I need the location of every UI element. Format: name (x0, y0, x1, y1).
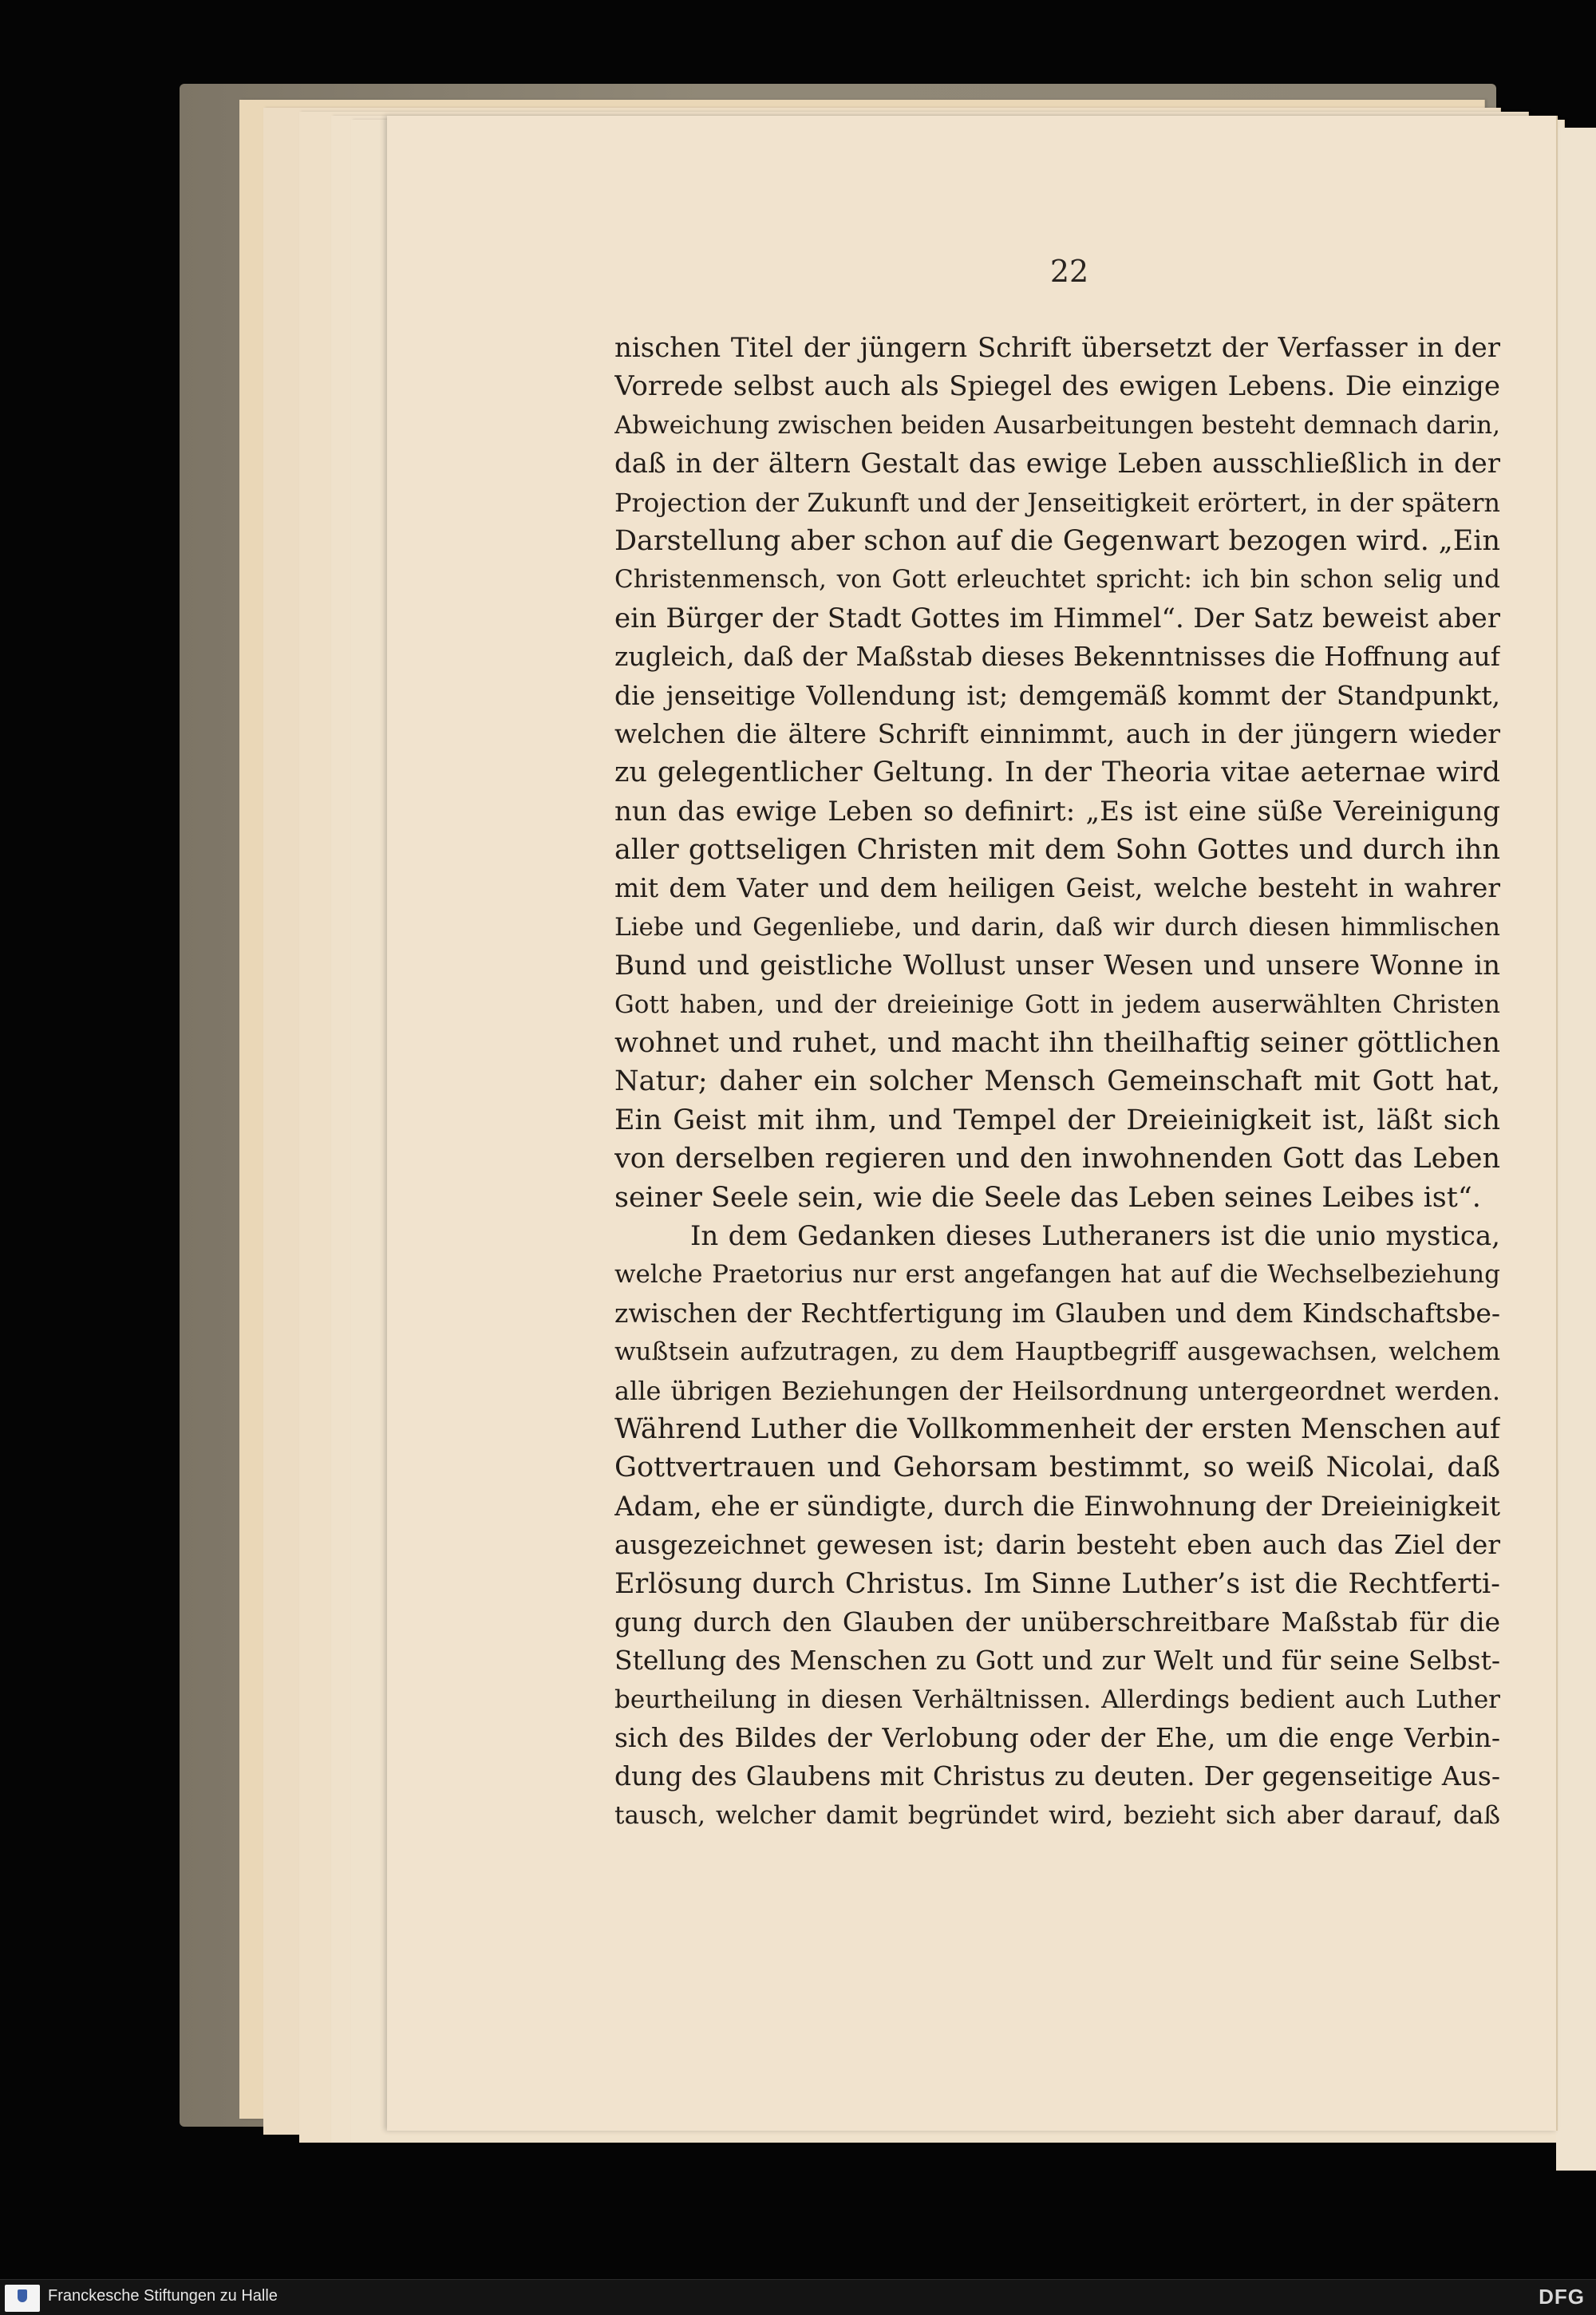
text-line: zwischen der Rechtfertigung im Glauben und dem Kindschaftsbe- (614, 1297, 1500, 1329)
text-line: Liebe und Gegenliebe, und darin, daß wir durch diesen himmlischen (614, 912, 1500, 942)
text-line: seiner Seele sein, wie die Seele das Leben seines Leibes ist“. (614, 1181, 1481, 1214)
text-line: welchen die ältere Schrift einnimmt, auch in der jüngern wieder (614, 717, 1500, 749)
text-line: Ein Geist mit ihm, und Tempel der Dreieinigkeit ist, läßt sich (614, 1104, 1500, 1136)
institution-name: Franckesche Stiftungen zu Halle (48, 2287, 278, 2305)
text-line: Projection der Zukunft und der Jenseitigkeit erörtert, in der spätern (614, 487, 1500, 518)
text-line: die jenseitige Vollendung ist; demgemäß kommt der Standpunkt, (614, 679, 1500, 711)
text-line: ein Bürger der Stadt Gottes im Himmel“. Der Satz beweist aber (614, 602, 1500, 634)
institution-logo-icon (5, 2285, 40, 2312)
funder-logo: DFG (1539, 2285, 1585, 2309)
page-number: 22 (1049, 254, 1089, 289)
text-line: wohnet und ruhet, und macht ihn theilhaftig seiner göttlichen (614, 1027, 1500, 1060)
text-line: Erlösung durch Christus. Im Sinne Luther’s ist die Rechtferti- (614, 1567, 1500, 1600)
text-line: sich des Bildes der Verlobung oder der Ehe, um die enge Verbin- (614, 1722, 1500, 1754)
text-line: tausch, welcher damit begründet wird, bezieht sich aber darauf, daß (614, 1800, 1500, 1830)
body-text (614, 329, 1500, 1835)
text-line: dung des Glaubens mit Christus zu deuten. Der gegenseitige Aus- (614, 1760, 1500, 1792)
text-line: Adam, ehe er sündigte, durch die Einwohnung der Dreieinigkeit (614, 1490, 1500, 1523)
text-line: Bund und geistliche Wollust unser Wesen und unsere Wonne in (614, 950, 1500, 982)
text-line: ausgezeichnet gewesen ist; darin besteht eben auch das Ziel der (614, 1529, 1500, 1561)
text-line: Gottvertrauen und Gehorsam bestimmt, so weiß Nicolai, daß (614, 1452, 1500, 1484)
text-line: wußtsein aufzutragen, zu dem Hauptbegriff ausgewachsen, welchem (614, 1337, 1500, 1367)
text-line: Abweichung zwischen beiden Ausarbeitungen besteht demnach darin, (614, 410, 1500, 440)
text-line: beurtheilung in diesen Verhältnissen. Allerdings bedient auch Luther (614, 1685, 1500, 1714)
text-line: mit dem Vater und dem heiligen Geist, welche besteht in wahrer (614, 872, 1500, 904)
text-line: daß in der ältern Gestalt das ewige Leben ausschließlich in der (614, 448, 1500, 480)
text-line: Stellung des Menschen zu Gott und zur Welt und für seine Selbst- (614, 1645, 1500, 1677)
next-page-edge (1556, 128, 1596, 2171)
text-line: Vorrede selbst auch als Spiegel des ewigen Lebens. Die einzige (614, 370, 1500, 403)
text-line: nun das ewige Leben so definirt: „Es ist eine süße Vereinigung (614, 795, 1500, 828)
text-line: welche Praetorius nur erst angefangen hat auf die Wechselbeziehung (614, 1260, 1500, 1290)
text-line: alle übrigen Beziehungen der Heilsordnung untergeordnet werden. (614, 1375, 1500, 1406)
text-line: gung durch den Glauben der unüberschreitbare Maßstab für die (614, 1606, 1500, 1637)
text-line: Natur; daher ein solcher Mensch Gemeinschaft mit Gott hat, (614, 1065, 1500, 1098)
text-line: Christenmensch, von Gott erleuchtet spricht: ich bin schon selig und (614, 565, 1500, 595)
text-line: In dem Gedanken dieses Lutheraners ist die unio mystica, (690, 1219, 1500, 1252)
text-line: zugleich, daß der Maßstab dieses Bekenntnisses die Hoffnung auf (614, 641, 1500, 673)
text-line: Während Luther die Vollkommenheit der ersten Menschen auf (614, 1412, 1500, 1445)
text-line: nischen Titel der jüngern Schrift übersetzt der Verfasser in der (614, 332, 1500, 364)
text-line: zu gelegentlicher Geltung. In der Theoria vitae aeternae wird (614, 757, 1500, 789)
viewer-footer (0, 2279, 1596, 2315)
text-line: aller gottseligen Christen mit dem Sohn Gottes und durch ihn (614, 834, 1500, 867)
text-line: Darstellung aber schon auf die Gegenwart bezogen wird. „Ein (614, 524, 1500, 557)
text-line: von derselben regieren und den inwohnenden Gott das Leben (614, 1143, 1500, 1175)
text-line: Gott haben, und der dreieinige Gott in jedem auserwählten Christen (614, 990, 1500, 1019)
